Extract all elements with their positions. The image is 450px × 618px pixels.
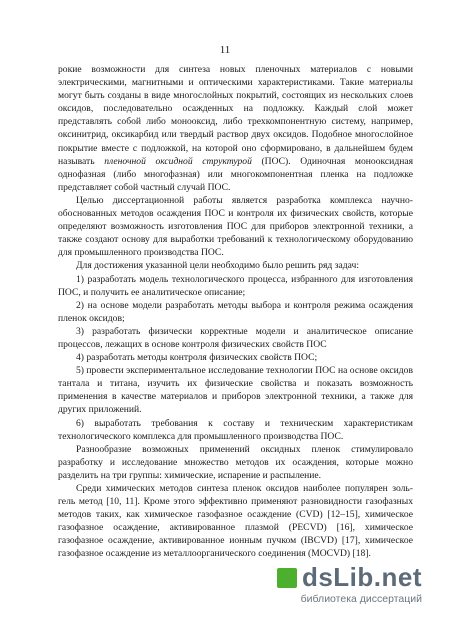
logo-square-icon [277,568,297,588]
paragraph-methods: Разнообразие возможных применений оксидных пленок стимулировало разработку и исследование множество методов их осаждения, которые можно разделить на три группы: химические, испарение и распыление. [58,443,413,481]
task-item: 6) выработать требования к составу и техническим характеристикам технологического комплекса для промышленного производства ПОС. [58,417,413,442]
task-item: 2) на основе модели разработать методы выбора и контроля режима осаждения пленок оксидов; [58,299,413,324]
paragraph-text-end: (ПОС). Одиночная монооксидная однофазная (либо многофазная) или многокомпонентная пленка на подложке представляет собой частный случай ПОС. [58,155,414,193]
paragraph-tasks-intro: Для достижения указанной цели необходимо было решить ряд задач: [76,260,359,272]
paragraph-text: рокие возможности для синтеза новых пленочных материалов с новыми электрическими, магнитными и оптическими характеристиками. Такие материалы могут быть созданы в виде многослойных покрытий, состоящих из нескольких слоев оксидов, последовательно осажденных на подложку. Каждый слой может представлять собой либо монооксид, либо трехкомпонентную систему, например, оксинитрид, оксикарбид или твердый раствор двух оксидов. Подобное многослойное покрытие вместе с подложкой, на которой оно сформировано, в дальнейшем будем называть [58,64,413,167]
document-body [58,63,413,561]
paragraph-continuation [58,63,413,194]
paragraph-goal: Целью диссертационной работы является разработка комплекса научно-обоснованных методов осаждения ПОС и контроля их физических свойств, которые определяют возможность изготовления ПОС для приборов электронной техники, а также создают основу для выработки требований к технологическому оборудованию для промышленного производства ПОС. [58,194,413,259]
italic-term: пленочной оксидной структурой [104,155,252,167]
paragraph-chemical-methods: Среди химических методов синтеза пленок оксидов наиболее популярен золь-гель метод [10, 11]. Кроме этого эффективно применяют разновидности газофазных методов таких, как химическое газофазное осаждение (CVD) [12–15], химическое газофазное осаждение, активированное плазмой (PECVD) [16], химическое газофазное осаждение, активированное ионным пучком (IBCVD) [17], химическое газофазное осаждение из металлоорганического соединения (MOCVD) [18]. [58,483,413,560]
page-number: 11 [219,44,231,56]
logo-text: dsLib.net [301,562,422,592]
dslib-watermark[interactable] [232,562,422,606]
logo-subtitle: библиотека диссертаций [300,593,422,605]
logo-row [277,562,422,593]
task-item: 3) разработать физически корректные модели и аналитическое описание процессов, лежащих в основе контроля физических свойств ПОС [58,325,413,350]
task-item: 4) разработать методы контроля физических свойств ПОС; [76,352,318,364]
task-item: 1) разработать модель технологического процесса, избранного для изготовления ПОС, и получить ее аналитическое описание; [58,273,413,298]
task-item: 5) провести экспериментальное исследование технологии ПОС на основе оксидов тантала и титана, изучить их физические свойства и показать возможность применения в качестве материалов и приборов электронной техники, а также для других приложений. [58,365,413,416]
